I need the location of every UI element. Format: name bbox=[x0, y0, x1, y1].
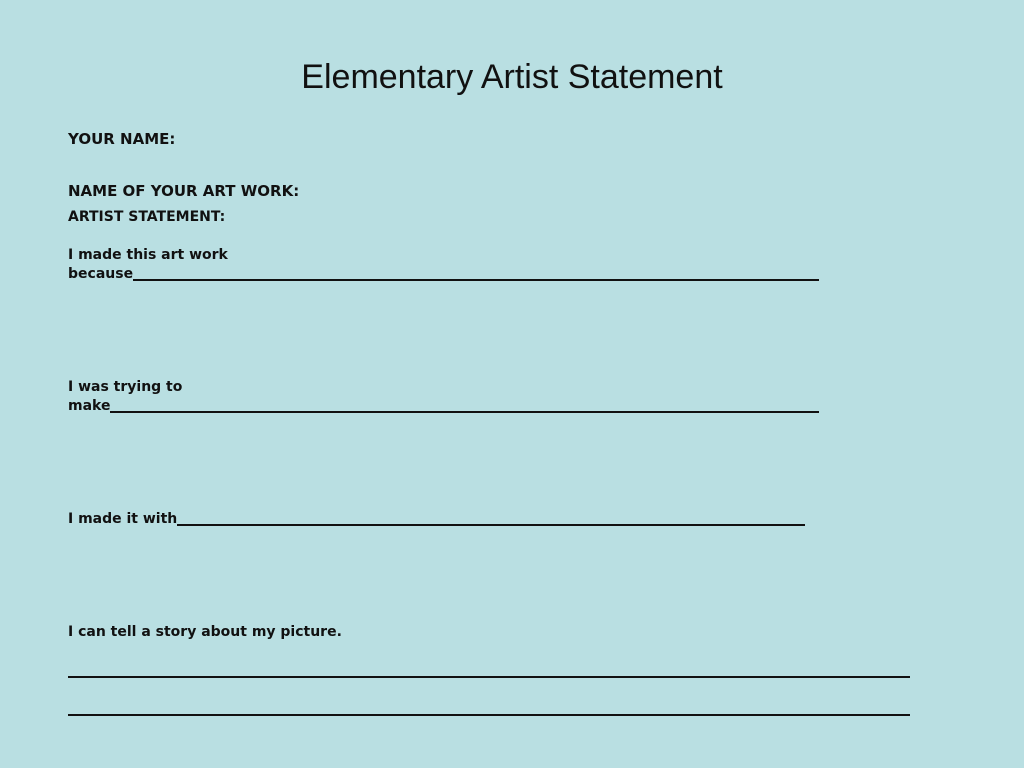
made-because-answer-blank[interactable] bbox=[133, 265, 819, 281]
made-it-with-label: I made it with bbox=[68, 511, 178, 527]
trying-to-make-line2: make bbox=[68, 398, 111, 414]
made-it-with-prompt bbox=[68, 510, 805, 529]
trying-to-make-prompt bbox=[68, 378, 819, 416]
made-because-line1: I made this art work bbox=[68, 247, 228, 263]
artist-statement-label: ARTIST STATEMENT: bbox=[68, 209, 226, 225]
made-because-prompt bbox=[68, 246, 819, 284]
trying-to-make-answer-blank[interactable] bbox=[110, 397, 819, 413]
made-because-line2: because bbox=[68, 266, 134, 282]
art-work-name-label: NAME OF YOUR ART WORK: bbox=[68, 182, 300, 200]
your-name-label: YOUR NAME: bbox=[68, 130, 176, 148]
page-title: Elementary Artist Statement bbox=[301, 58, 723, 96]
story-answer-line-2[interactable] bbox=[68, 714, 910, 716]
trying-to-make-line1: I was trying to bbox=[68, 379, 183, 395]
tell-a-story-label: I can tell a story about my picture. bbox=[68, 624, 342, 640]
made-it-with-answer-blank[interactable] bbox=[177, 510, 805, 526]
story-answer-line-1[interactable] bbox=[68, 676, 910, 678]
